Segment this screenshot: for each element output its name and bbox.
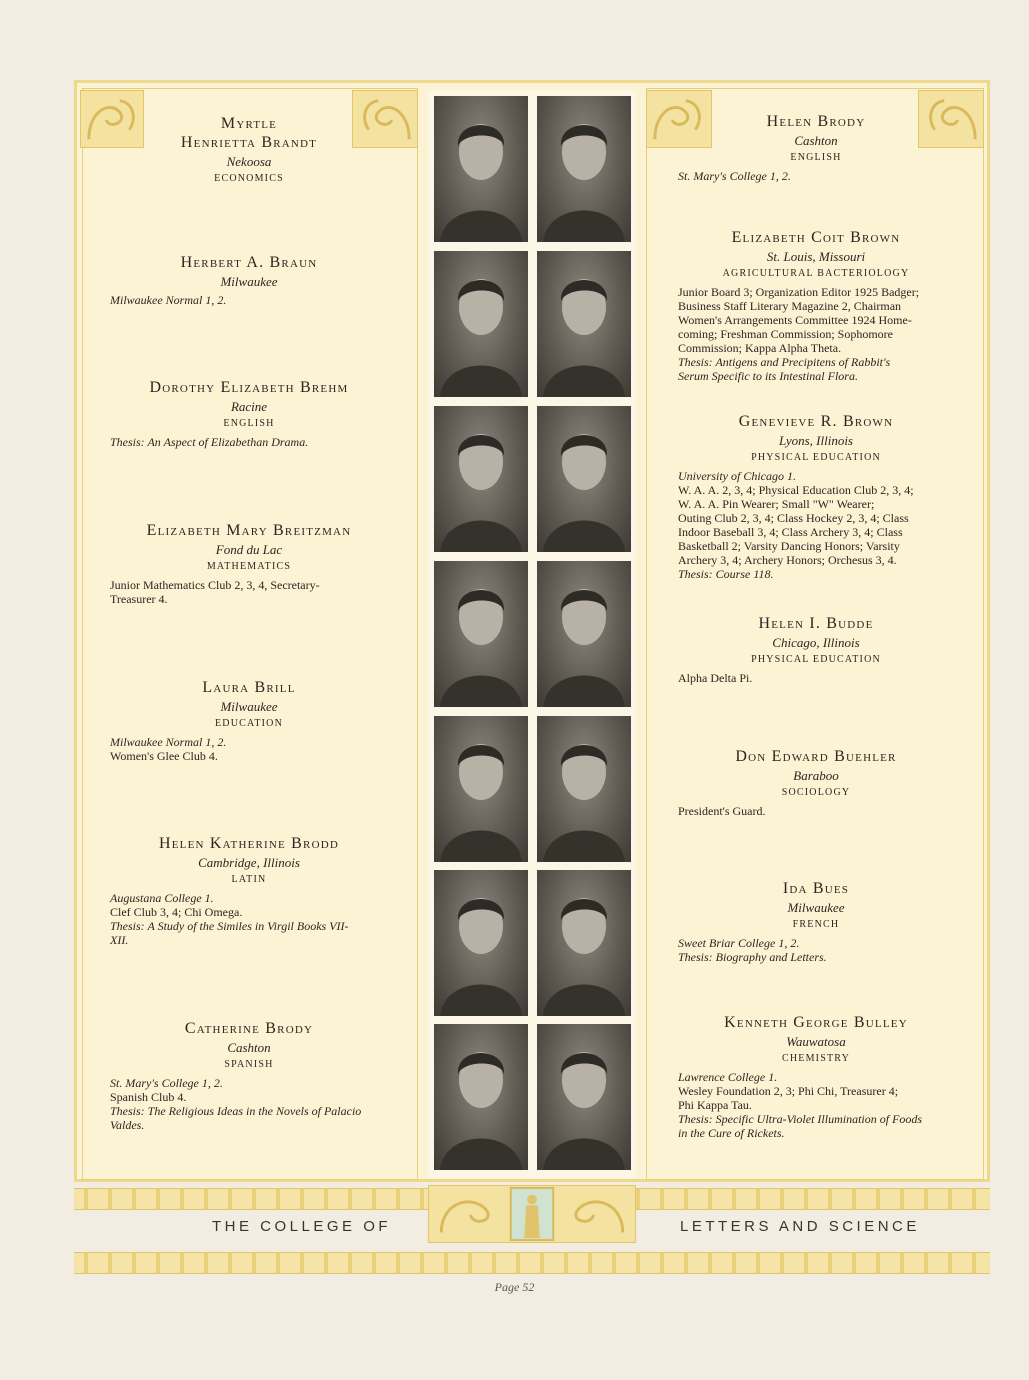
portrait-photo	[537, 251, 631, 397]
entry-line: Junior Board 3; Organization Editor 1925 Badger;	[678, 285, 920, 299]
entry-line: Valdes.	[110, 1118, 145, 1132]
entry-line: Thesis: A Study of the Similes in Virgil Books VII-	[110, 919, 349, 933]
entry-brodd	[110, 834, 388, 947]
entry-name: Elizabeth Coit Brown	[731, 229, 901, 246]
portrait-photo	[434, 406, 528, 552]
entry-city: Milwaukee	[220, 699, 278, 714]
entry-line: Thesis: Antigens and Precipitens of Rabbit's	[678, 355, 891, 369]
entry-name: Myrtle	[220, 115, 278, 132]
entry-line: Thesis: Course 118.	[678, 567, 774, 581]
entry-line: Spanish Club 4.	[110, 1090, 187, 1104]
entry-city: Chicago, Illinois	[772, 635, 860, 650]
entry-city: Cashton	[794, 133, 838, 148]
entry-catherine-brody	[110, 1019, 388, 1132]
entry-budde	[678, 614, 954, 685]
entry-line: Alpha Delta Pi.	[678, 671, 753, 685]
portrait-photo	[434, 251, 528, 397]
entry-city: Cashton	[227, 1040, 271, 1055]
left-inner-border	[82, 88, 418, 1180]
entry-line: Augustana College 1.	[110, 891, 214, 905]
entry-dept: MATHEMATICS	[206, 561, 292, 572]
page-number: Page 52	[494, 1280, 535, 1294]
entry-name: Don Edward Buehler	[735, 748, 897, 765]
portrait-photo	[537, 870, 631, 1016]
entry-brehm	[110, 378, 388, 449]
ornament-band-bottom	[74, 1252, 990, 1274]
entry-city: Baraboo	[793, 768, 839, 783]
entry-dept: PHYSICAL EDUCATION	[751, 452, 881, 463]
entry-bulley	[678, 1013, 954, 1140]
entry-line: Serum Specific to its Intestinal Flora.	[678, 369, 858, 383]
entry-line: coming; Freshman Commission; Sophomore	[678, 327, 893, 341]
portrait-photo	[434, 716, 528, 862]
portrait-photo	[537, 1024, 631, 1170]
entry-dept: ENGLISH	[790, 152, 842, 163]
entry-line: Milwaukee Normal 1, 2.	[110, 735, 227, 749]
entry-city: Milwaukee	[220, 274, 278, 289]
entry-line: in the Cure of Rickets.	[678, 1126, 785, 1140]
entry-name: Genevieve R. Brown	[738, 413, 894, 430]
entry-name: Dorothy Elizabeth Brehm	[149, 379, 349, 396]
entry-line: Outing Club 2, 3, 4; Class Hockey 2, 3, 4; Class	[678, 511, 909, 525]
entry-line: W. A. A. 2, 3, 4; Physical Education Club 2, 3, 4;	[678, 483, 914, 497]
entry-line: XII.	[110, 933, 129, 947]
entry-name: Helen Brody	[766, 113, 866, 130]
entry-line: Women's Glee Club 4.	[110, 749, 218, 763]
footer-left-text: THE COLLEGE OF	[212, 1218, 392, 1235]
entry-line: Indoor Baseball 3, 4; Class Archery 3, 4; Class	[678, 525, 903, 539]
entry-dept: EDUCATION	[214, 718, 284, 729]
entry-dept: AGRICULTURAL BACTERIOLOGY	[722, 268, 910, 279]
entry-line: St. Mary's College 1, 2.	[678, 169, 791, 183]
entry-name: Catherine Brody	[184, 1020, 314, 1037]
entry-name: Ida Bues	[782, 880, 850, 897]
entry-dept: CHEMISTRY	[781, 1053, 851, 1064]
entry-dept: SPANISH	[224, 1059, 274, 1070]
entry-name: Herbert A. Braun	[180, 254, 318, 271]
entry-bues	[678, 879, 954, 964]
entry-braun	[110, 253, 388, 307]
entry-city: Nekoosa	[226, 154, 272, 169]
entry-city: Milwaukee	[787, 900, 845, 915]
portrait-photo	[537, 96, 631, 242]
entry-city: Wauwatosa	[786, 1034, 846, 1049]
entry-helen-brody	[678, 112, 954, 183]
entry-brandt	[110, 114, 388, 190]
entry-line: Milwaukee Normal 1, 2.	[110, 293, 227, 307]
entry-brill	[110, 678, 388, 763]
entry-elizabeth-coit-brown	[678, 228, 954, 383]
entry-city: St. Louis, Missouri	[766, 249, 866, 264]
entry-dept: LATIN	[231, 874, 267, 885]
portrait-photo	[537, 716, 631, 862]
entry-line: Junior Mathematics Club 2, 3, 4, Secretary-	[110, 578, 320, 592]
entry-city: Fond du Lac	[215, 542, 283, 557]
portrait-photo	[434, 561, 528, 707]
entry-dept: FRENCH	[792, 919, 840, 930]
entry-line: Treasurer 4.	[110, 592, 168, 606]
entry-line: W. A. A. Pin Wearer; Small "W" Wearer;	[678, 497, 875, 511]
portrait-photo	[537, 561, 631, 707]
entry-breitzman	[110, 521, 388, 606]
entry-name: Helen I. Budde	[758, 615, 874, 632]
entry-line: Commission; Kappa Alpha Theta.	[678, 341, 842, 355]
entry-line: President's Guard.	[678, 804, 766, 818]
entry-line: Business Staff Literary Magazine 2, Chairman	[678, 299, 902, 313]
entry-genevieve-brown	[678, 412, 954, 581]
entry-city: Cambridge, Illinois	[198, 855, 300, 870]
entry-name-line2: Henrietta Brandt	[180, 134, 318, 151]
portrait-photo	[434, 870, 528, 1016]
entry-buehler	[678, 747, 954, 818]
entry-line: Sweet Briar College 1, 2.	[678, 936, 800, 950]
portrait-photo	[434, 96, 528, 242]
footer-emblem	[428, 1185, 636, 1243]
entry-dept: ENGLISH	[223, 418, 275, 429]
footer-right-text: LETTERS AND SCIENCE	[680, 1218, 920, 1235]
entry-name: Kenneth George Bulley	[724, 1014, 908, 1031]
entry-line: St. Mary's College 1, 2.	[110, 1076, 223, 1090]
entry-line: Thesis: Biography and Letters.	[678, 950, 827, 964]
entry-line: Phi Kappa Tau.	[678, 1098, 752, 1112]
entry-line: Thesis: Specific Ultra-Violet Illumination of Foods	[678, 1112, 923, 1126]
entry-name: Elizabeth Mary Breitzman	[146, 522, 352, 539]
entry-dept: ECONOMICS	[214, 173, 284, 184]
portrait-photo	[537, 406, 631, 552]
entry-line: Women's Arrangements Committee 1924 Home-	[678, 313, 912, 327]
entry-line: Lawrence College 1.	[678, 1070, 778, 1084]
entry-dept: PHYSICAL EDUCATION	[751, 654, 881, 665]
entry-city: Racine	[230, 399, 268, 414]
entry-line: Clef Club 3, 4; Chi Omega.	[110, 905, 243, 919]
entry-line: Thesis: The Religious Ideas in the Novels of Palacio	[110, 1104, 362, 1118]
entry-line: Basketball 2; Varsity Dancing Honors; Varsity	[678, 539, 900, 553]
portrait-photo	[434, 1024, 528, 1170]
entry-line: Archery 3, 4; Archery Honors; Orchesus 3, 4.	[678, 553, 897, 567]
entry-name: Helen Katherine Brodd	[158, 835, 340, 852]
entry-line: Thesis: An Aspect of Elizabethan Drama.	[110, 435, 309, 449]
entry-line: University of Chicago 1.	[678, 469, 796, 483]
entry-line: Wesley Foundation 2, 3; Phi Chi, Treasurer 4;	[678, 1084, 899, 1098]
entry-dept: SOCIOLOGY	[781, 787, 851, 798]
entry-name: Laura Brill	[202, 679, 296, 696]
entry-city: Lyons, Illinois	[778, 433, 853, 448]
